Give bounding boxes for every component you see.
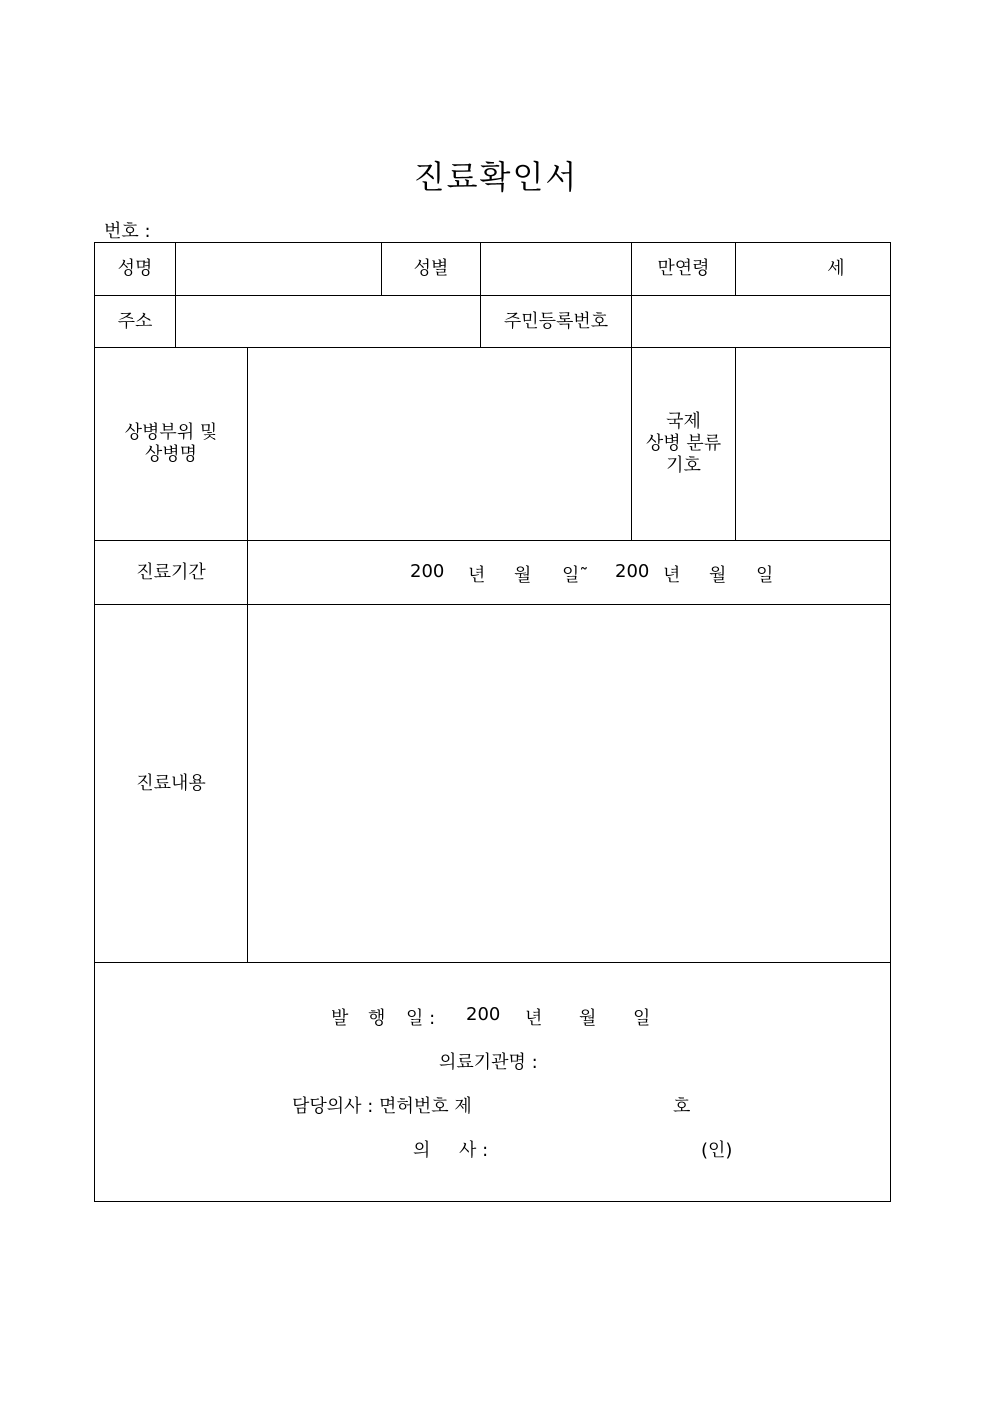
name-label: 성명 [117, 258, 153, 279]
document-title: 진료확인서 [413, 158, 579, 196]
age-unit: 세 [827, 258, 845, 279]
resident-id-field[interactable] [632, 296, 890, 347]
gender-label: 성별 [413, 258, 449, 279]
period-value[interactable] [248, 541, 890, 604]
document-number-label: 번호 : [104, 221, 151, 242]
address-label: 주소 [117, 310, 153, 332]
name-field[interactable] [176, 243, 381, 295]
row-divider [94, 962, 891, 963]
issue-date-month-unit: 월 [579, 1008, 597, 1029]
address-field[interactable] [176, 296, 480, 347]
period-end-month-unit: 월 [709, 565, 727, 586]
period-end-year-unit: 년 [663, 565, 681, 586]
resident-id-label: 주민등록번호 [503, 310, 609, 332]
period-start-day-unit: 일˜ [562, 565, 589, 586]
period-start-year: 200 [410, 561, 445, 582]
seal-mark: (인) [701, 1140, 733, 1161]
table-border-right [890, 242, 891, 1202]
issue-date-year: 200 [466, 1004, 501, 1025]
doctor-sign-label-1: 의 [413, 1140, 431, 1161]
issue-date-label-3: 일 : [406, 1008, 436, 1029]
content-label: 진료내용 [136, 772, 206, 794]
injury-label: 상병부위 및 상병명 [124, 422, 218, 465]
icd-label: 국제 상병 분류 기호 [645, 411, 722, 476]
issue-date-day-unit: 일 [633, 1008, 651, 1029]
period-end-day-unit: 일 [756, 565, 774, 586]
period-label: 진료기간 [136, 561, 206, 583]
table-border-bottom [94, 1201, 891, 1202]
injury-field[interactable] [248, 348, 631, 540]
doctor-license-label: 담당의사 : 면허번호 제 [292, 1096, 472, 1117]
period-start-year-unit: 년 [468, 565, 486, 586]
institution-label: 의료기관명 : [439, 1052, 538, 1073]
period-start-month-unit: 월 [514, 565, 532, 586]
gender-field[interactable] [481, 243, 631, 295]
issue-date-year-unit: 년 [525, 1008, 543, 1029]
license-suffix: 호 [673, 1096, 691, 1117]
doctor-sign-label-2: 사 : [459, 1140, 489, 1161]
content-field[interactable] [248, 605, 890, 962]
period-end-year: 200 [615, 561, 650, 582]
icd-field[interactable] [736, 348, 890, 540]
age-label: 만연령 [657, 258, 710, 279]
issue-date-label-1: 발 [331, 1008, 349, 1029]
issue-date-label-2: 행 [368, 1008, 386, 1029]
